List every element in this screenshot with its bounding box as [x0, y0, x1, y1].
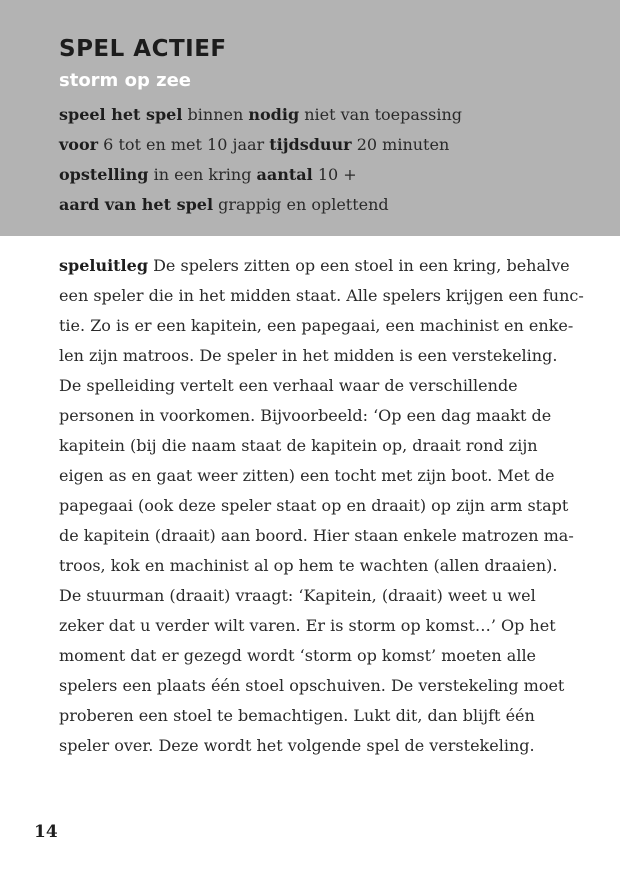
game-details: [59, 100, 462, 220]
text-line: zeker dat u verder wilt varen. Er is storm op komst…’ Op het: [59, 616, 556, 635]
detail-row: [59, 190, 462, 220]
text-line: kapitein (bij die naam staat de kapitein op, draait rond zijn: [59, 436, 538, 455]
text-line: de kapitein (draait) aan boord. Hier staan enkele matrozen ma-: [59, 526, 574, 545]
game-explanation: [59, 251, 584, 761]
text-line: speler over. Deze wordt het volgende spel de verstekeling.: [59, 736, 535, 755]
detail-row: [59, 130, 462, 160]
detail-value: 10 +: [317, 165, 357, 184]
detail-label: nodig: [248, 105, 300, 124]
text-line: een speler die in het midden staat. Alle spelers krijgen een func-: [59, 286, 584, 305]
explanation-label: speluitleg: [59, 256, 148, 275]
detail-label: tijdsduur: [269, 135, 352, 154]
category-title: SPEL ACTIEF: [59, 36, 227, 62]
text-line: papegaai (ook deze speler staat op en draait) op zijn arm stapt: [59, 496, 569, 515]
text-line: len zijn matroos. De speler in het midden is een verstekeling.: [59, 346, 558, 365]
text-line: proberen een stoel te bemachtigen. Lukt dit, dan blijft één: [59, 706, 535, 725]
detail-value: niet van toepassing: [304, 105, 463, 124]
text-line: tie. Zo is er een kapitein, een papegaai, een machinist en enke-: [59, 316, 574, 335]
detail-label: voor: [59, 135, 99, 154]
detail-value: 20 minuten: [356, 135, 450, 154]
text-line: troos, kok en machinist al op hem te wachten (allen draaien).: [59, 556, 558, 575]
text-line: De stuurman (draait) vraagt: ‘Kapitein, (draait) weet u wel: [59, 586, 536, 605]
text-line: spelers een plaats één stoel opschuiven. De verstekeling moet: [59, 676, 565, 695]
header-band: [0, 0, 620, 236]
detail-label: speel het spel: [59, 105, 183, 124]
game-title: storm op zee: [59, 70, 191, 91]
detail-value: 6 tot en met 10 jaar: [103, 135, 265, 154]
text-line: De spelleiding vertelt een verhaal waar de verschillende: [59, 376, 518, 395]
text-line: speluitleg De spelers zitten op een stoel in een kring, behalve: [59, 256, 570, 275]
detail-row: [59, 100, 462, 130]
text-line: personen in voorkomen. Bijvoorbeeld: ‘Op een dag maakt de: [59, 406, 552, 425]
detail-label: aantal: [256, 165, 313, 184]
text-line: moment dat er gezegd wordt ‘storm op komst’ moeten alle: [59, 646, 537, 665]
detail-row: [59, 160, 462, 190]
detail-label: aard van het spel: [59, 195, 214, 214]
detail-value: grappig en oplettend: [218, 195, 389, 214]
detail-label: opstelling: [59, 165, 149, 184]
detail-value: in een kring: [153, 165, 252, 184]
detail-value: binnen: [187, 105, 244, 124]
page-number: 14: [34, 822, 58, 842]
text-line: eigen as en gaat weer zitten) een tocht met zijn boot. Met de: [59, 466, 555, 485]
